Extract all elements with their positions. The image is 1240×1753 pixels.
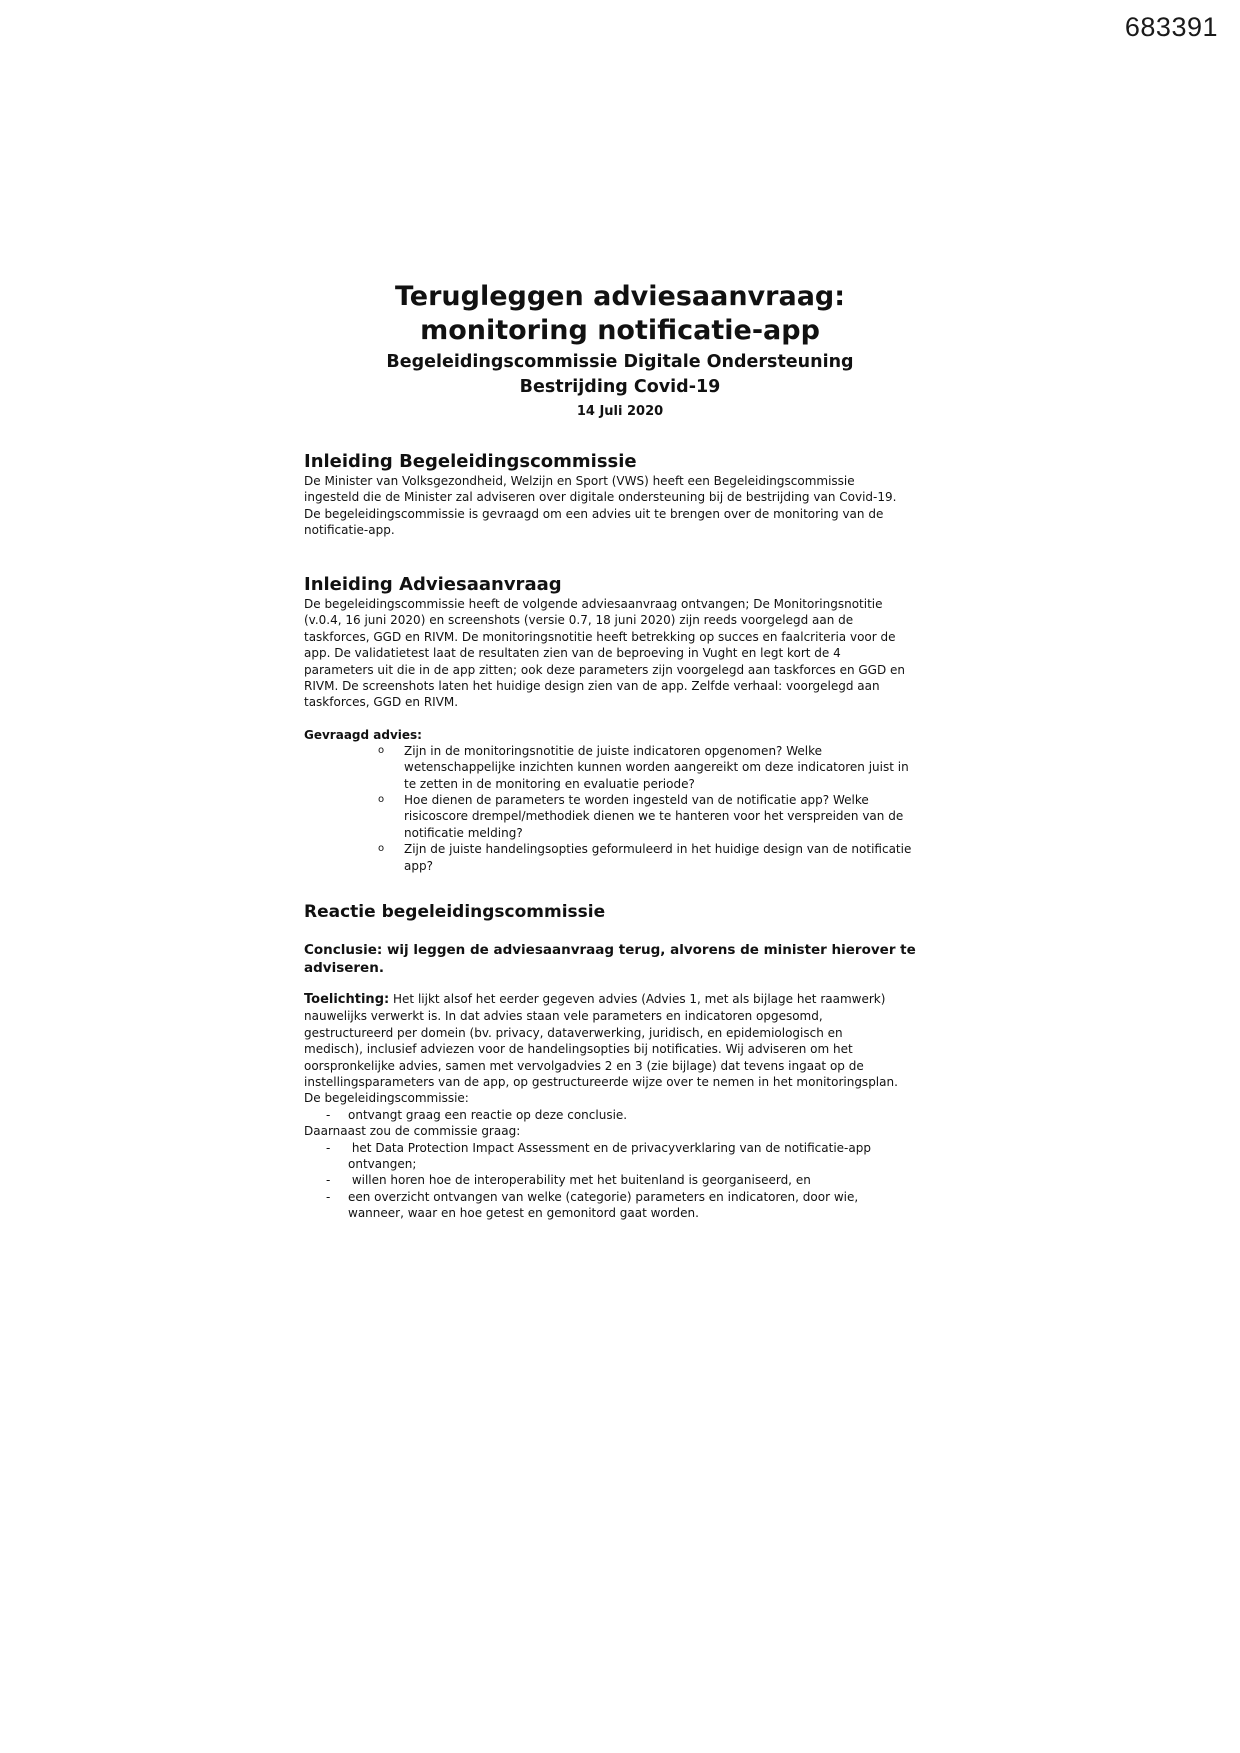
paragraph-line: oorspronkelijke advies, samen met vervolgadvies 2 en 3 (zie bijlage) dat tevens ingaat op de: [304, 1058, 864, 1073]
paragraph-line: taskforces, GGD en RIVM.: [304, 695, 459, 710]
section-heading: Reactie begeleidingscommissie: [304, 902, 606, 922]
circle-bullet: o: [378, 744, 385, 756]
list-item-line: een overzicht ontvangen van welke (categorie) parameters en indicatoren, door wie,: [348, 1189, 859, 1204]
paragraph-line: RIVM. De screenshots laten het huidige design zien van de app. Zelfde verhaal: voorgelegd aan: [304, 679, 880, 694]
list-item: [378, 792, 940, 841]
section-heading: Inleiding Begeleidingscommissie: [304, 451, 637, 472]
paragraph-line: De begeleidingscommissie:: [304, 1091, 469, 1106]
document-subtitle-line-1: Begeleidingscommissie Digitale Ondersteuning: [386, 352, 854, 372]
circle-bullet: o: [378, 794, 385, 806]
question-list: [304, 743, 940, 874]
paragraph-line: gestructureerd per domein (bv. privacy, dataverwerking, juridisch, en epidemiologisch en: [304, 1025, 843, 1040]
paragraph-line: De begeleidingscommissie is gevraagd om een advies uit te brengen over de monitoring van de: [304, 506, 884, 521]
list-item-line: wanneer, waar en hoe getest en gemonitord gaat worden.: [348, 1206, 699, 1221]
list-item-line: notificatie melding?: [404, 825, 523, 840]
list-item-line: Zijn in de monitoringsnotitie de juiste indicatoren opgenomen? Welke: [404, 743, 823, 758]
conclusion-line: adviseren.: [304, 960, 384, 976]
list-item: [326, 1189, 940, 1222]
section-heading: Inleiding Adviesaanvraag: [304, 574, 562, 595]
paragraph-line: De begeleidingscommissie heeft de volgende adviesaanvraag ontvangen; De Monitoringsnotitie: [304, 597, 883, 611]
commission-list: [304, 1107, 940, 1123]
list-item-line: Hoe dienen de parameters te worden ingesteld van de notificatie app? Welke: [404, 793, 869, 808]
toelichting-first-line: [304, 991, 940, 1008]
toelichting-text: Het lijkt alsof het eerder gegeven advies (Advies 1, met als bijlage het raamwerk): [389, 992, 886, 1006]
paragraph-line: ingesteld die de Minister zal adviseren over digitale ondersteuning bij de bestrijding van Covid-19.: [304, 490, 897, 505]
list-item-line: het Data Protection Impact Assessment en de privacyverklaring van de notificatie-app: [348, 1140, 871, 1155]
conclusion-line: Conclusie: wij leggen de adviesaanvraag terug, alvorens de minister hierover te: [304, 942, 916, 958]
document-id: 683391: [1124, 12, 1218, 42]
dash-bullet: -: [326, 1189, 331, 1204]
paragraph-line: nauwelijks verwerkt is. In dat advies staan vele parameters en indicatoren opgesomd,: [304, 1009, 823, 1024]
paragraph-line: taskforces, GGD en RIVM. De monitoringsnotitie heeft betrekking op succes en faalcriteria voor de: [304, 629, 896, 644]
section-inleiding-begeleidingscommissie: [304, 451, 940, 539]
list-item-line: Zijn de juiste handelingsopties geformuleerd in het huidige design van de notificatie: [404, 842, 912, 857]
dash-bullet: -: [326, 1173, 331, 1188]
document-date: 14 Juli 2020: [576, 404, 664, 419]
paragraph-line: notificatie-app.: [304, 523, 395, 538]
additional-label: Daarnaast zou de commissie graag:: [304, 1124, 521, 1139]
document-title-line-1: Terugleggen adviesaanvraag:: [394, 281, 846, 312]
list-item: [326, 1140, 940, 1173]
circle-bullet: o: [378, 843, 385, 855]
section-reactie-begeleidingscommissie: [304, 901, 940, 1222]
additional-list: [304, 1140, 940, 1222]
document-header: [0, 280, 1240, 421]
paragraph-line: instellingsparameters van de app, op gestructureerde wijze over te nemen in het monitoringsplan.: [304, 1075, 898, 1090]
paragraph-line: (v.0.4, 16 juni 2020) en screenshots (versie 0.7, 18 juni 2020) zijn reeds voorgelegd aan de: [304, 613, 854, 628]
toelichting-label: Toelichting:: [304, 992, 390, 1007]
paragraph-line: medisch), inclusief adviezen voor de handelingsopties bij notificaties. Wij adviseren om het: [304, 1042, 853, 1057]
list-item-line: te zetten in de monitoring en evaluatie periode?: [404, 776, 695, 791]
paragraph-line: app. De validatietest laat de resultaten zien van de beproeving in Vught en legt kort de 4: [304, 646, 841, 661]
list-item: [378, 743, 940, 792]
document-title-line-2: monitoring notificatie-app: [420, 315, 820, 346]
list-item: [378, 841, 940, 874]
list-item: [326, 1107, 940, 1123]
list-item-line: willen horen hoe de interoperability met het buitenland is georganiseerd, en: [348, 1173, 811, 1188]
list-item: [326, 1172, 940, 1188]
section-inleiding-adviesaanvraag: [304, 574, 940, 874]
list-item-line: risicoscore drempel/methodiek dienen we te hanteren voor het verspreiden van de: [404, 809, 904, 824]
paragraph-line: parameters uit die in de app zitten; ook deze parameters zijn voorgelegd aan taskforces en GGD en: [304, 662, 906, 677]
list-item-line: ontvangen;: [348, 1157, 417, 1172]
dash-bullet: -: [326, 1107, 331, 1122]
list-item-line: ontvangt graag een reactie op deze conclusie.: [348, 1107, 628, 1122]
dash-bullet: -: [326, 1140, 331, 1155]
document-subtitle-line-2: Bestrijding Covid-19: [519, 377, 721, 397]
list-item-line: app?: [404, 858, 433, 873]
paragraph-line: De Minister van Volksgezondheid, Welzijn en Sport (VWS) heeft een Begeleidingscommissie: [304, 474, 855, 488]
list-item-line: wetenschappelijke inzichten kunnen worden aangereikt om deze indicatoren juist in: [404, 760, 909, 775]
gevraagd-advies-label: Gevraagd advies:: [304, 727, 422, 742]
